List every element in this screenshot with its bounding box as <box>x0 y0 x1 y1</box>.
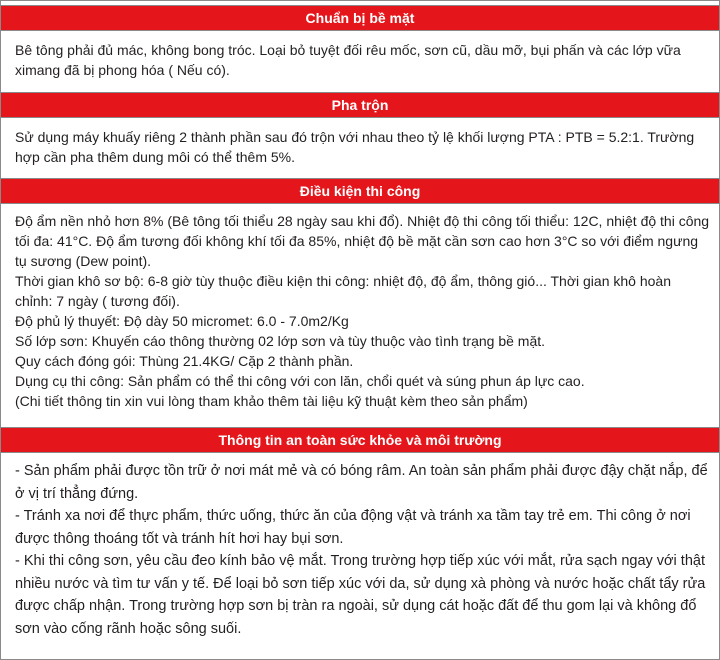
conditions-packaging: Quy cách đóng gói: Thùng 21.4KG/ Cặp 2 thành phần. <box>15 353 354 369</box>
conditions-humidity-temperature: Độ ẩm nền nhỏ hơn 8% (Bê tông tối thiểu 28 ngày sau khi đổ). Nhiệt độ thi công tối thiểu: 12C, nhiệt độ thi công tối đa: 41°C. Độ ẩm tương đối không khí tối đa 85%, nhiệt độ bề mặt cần sơn cao hơn 3°C so với điểm ngưng tụ sương (Dew point). <box>15 213 710 269</box>
section-header-safety: Thông tin an toàn sức khỏe và môi trường <box>1 427 719 453</box>
safety-keep-away: - Tránh xa nơi để thực phẩm, thức uống, thức ăn của động vật và tránh xa tầm tay trẻ em. Thi công ở nơi được thông thoáng tốt và tránh hít hơi hay bụi sơn. <box>15 508 691 547</box>
safety-storage: - Sản phẩm phải được tồn trữ ở nơi mát mẻ và có bóng râm. An toàn sản phẩm phải được đậy chặt nắp, để ở vị trí thẳng đứng. <box>15 463 708 502</box>
section-header-application-conditions: Điều kiện thi công <box>1 178 719 204</box>
conditions-drying-time: Thời gian khô sơ bộ: 6-8 giờ tùy thuộc điều kiện thi công: nhiệt độ, độ ẩm, thông gió... Thời gian khô hoàn chỉnh: 7 ngày ( tương đối). <box>15 273 671 309</box>
section-body-application-conditions <box>15 211 711 411</box>
safety-protection: - Khi thi công sơn, yêu cầu đeo kính bảo vệ mắt. Trong trường hợp tiếp xúc với mắt, rửa sạch ngay với thật nhiều nước và tìm tư vấn y tế. Để loại bỏ sơn tiếp xúc với da, sử dụng xà phòng và nước hoặc chất tẩy rửa được chấp nhận. Trong trường hợp sơn bị tràn ra ngoài, sử dụng cát hoặc đất để thu gom lại và không đổ sơn vào cống rãnh hoặc sông suối. <box>15 553 706 637</box>
section-body-mixing <box>15 127 711 167</box>
section-body-surface-prep <box>15 40 711 80</box>
conditions-coat-count: Số lớp sơn: Khuyến cáo thông thường 02 lớp sơn và tùy thuộc vào tình trạng bề mặt. <box>15 333 546 349</box>
mixing-text: Sử dụng máy khuấy riêng 2 thành phần sau đó trộn với nhau theo tỷ lệ khối lượng PTA : PTB = 5.2:1. Trường hợp cần pha thêm dung môi có thể thêm 5%. <box>15 129 695 165</box>
surface-prep-text: Bê tông phải đủ mác, không bong tróc. Loại bỏ tuyệt đối rêu mốc, sơn cũ, dầu mỡ, bụi phấn và các lớp vữa ximang đã bị phong hóa ( Nếu có). <box>15 42 681 78</box>
conditions-coverage: Độ phủ lý thuyết: Độ dày 50 micromet: 6.0 - 7.0m2/Kg <box>15 313 349 329</box>
section-body-safety <box>15 460 711 640</box>
conditions-reference-note: (Chi tiết thông tin xin vui lòng tham khảo thêm tài liệu kỹ thuật kèm theo sản phẩm) <box>15 393 528 409</box>
section-header-mixing: Pha trộn <box>1 92 719 118</box>
conditions-tools: Dụng cụ thi công: Sản phẩm có thể thi công với con lăn, chổi quét và súng phun áp lực cao. <box>15 373 585 389</box>
section-header-surface-prep: Chuẩn bị bề mặt <box>1 5 719 31</box>
